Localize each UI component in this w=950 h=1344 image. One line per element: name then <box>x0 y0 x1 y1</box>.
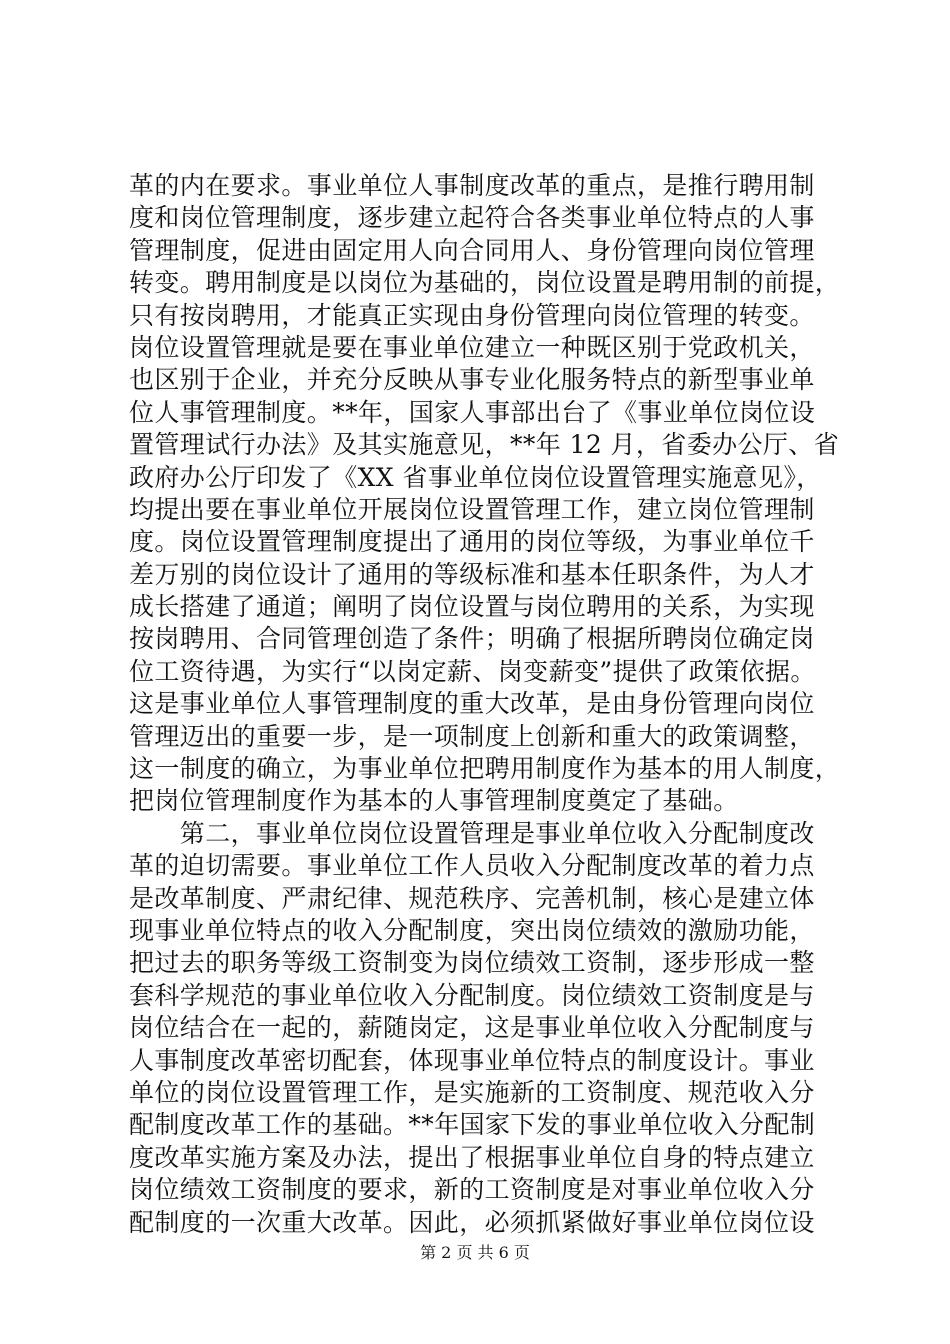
text-line: 人事制度改革密切配套，体现事业单位特点的制度设计。事业 <box>129 1045 815 1075</box>
text-line: 这是事业单位人事管理制度的重大改革，是由身份管理向岗位 <box>129 689 815 719</box>
text-line: 岗位绩效工资制度的要求，新的工资制度是对事业单位收入分 <box>129 1175 815 1205</box>
text-line: 置管理试行办法》及其实施意见，**年 12 月，省委办公厅、省 <box>129 430 840 460</box>
text-line: 管理制度，促进由固定用人向合同用人、身份管理向岗位管理 <box>129 235 815 265</box>
body-text <box>129 170 859 1239</box>
text-line: 配制度改革工作的基础。**年国家下发的事业单位收入分配制 <box>129 1110 816 1140</box>
text-line: 只有按岗聘用，才能真正实现由身份管理向岗位管理的转变。 <box>129 300 815 330</box>
text-line: 管理迈出的重要一步，是一项制度上创新和重大的政策调整， <box>129 721 815 751</box>
text-line: 岗位结合在一起的，薪随岗定，这是事业单位收入分配制度与 <box>129 1013 815 1043</box>
text-line: 岗位设置管理就是要在事业单位建立一种既区别于党政机关， <box>129 332 815 362</box>
text-line: 位工资待遇，为实行“以岗定薪、岗变薪变”提供了政策依据。 <box>129 656 816 686</box>
text-line: 位人事管理制度。**年，国家人事部出台了《事业单位岗位设 <box>129 397 816 427</box>
page-footer <box>0 1243 950 1263</box>
text-line: 差万别的岗位设计了通用的等级标准和基本任职条件，为人才 <box>129 559 815 589</box>
text-line: 度和岗位管理制度，逐步建立起符合各类事业单位特点的人事 <box>129 203 815 233</box>
text-line: 转变。聘用制度是以岗位为基础的，岗位设置是聘用制的前提， <box>129 268 841 298</box>
text-line: 度。岗位设置管理制度提出了通用的岗位等级，为事业单位千 <box>129 527 815 557</box>
text-line: 配制度的一次重大改革。因此，必须抓紧做好事业单位岗位设 <box>129 1207 815 1237</box>
text-line: 这一制度的确立，为事业单位把聘用制度作为基本的用人制度， <box>129 754 841 784</box>
text-line: 革的内在要求。事业单位人事制度改革的重点，是推行聘用制 <box>129 171 815 200</box>
text-line: 革的迫切需要。事业单位工作人员收入分配制度改革的着力点 <box>129 851 815 881</box>
text-line: 是改革制度、严肃纪律、规范秩序、完善机制，核心是建立体 <box>129 883 815 913</box>
text-line: 成长搭建了通道；阐明了岗位设置与岗位聘用的关系，为实现 <box>129 592 815 622</box>
text-line: 套科学规范的事业单位收入分配制度。岗位绩效工资制度是与 <box>129 980 815 1010</box>
text-line: 按岗聘用、合同管理创造了条件；明确了根据所聘岗位确定岗 <box>129 624 815 654</box>
text-line: 把过去的职务等级工资制变为岗位绩效工资制，逐步形成一整 <box>129 948 815 978</box>
text-line: 单位的岗位设置管理工作，是实施新的工资制度、规范收入分 <box>129 1077 815 1107</box>
text-line: 现事业单位特点的收入分配制度，突出岗位绩效的激励功能， <box>129 915 815 945</box>
text-line: 政府办公厅印发了《XX 省事业单位岗位设置管理实施意见》， <box>129 462 822 492</box>
text-line: 度改革实施方案及办法，提出了根据事业单位自身的特点建立 <box>129 1142 815 1172</box>
text-line: 把岗位管理制度作为基本的人事管理制度奠定了基础。 <box>129 786 739 816</box>
text-line: 均提出要在事业单位开展岗位设置管理工作，建立岗位管理制 <box>129 494 815 524</box>
text-line: 第二，事业单位岗位设置管理是事业单位收入分配制度改 <box>129 818 815 848</box>
text-line: 也区别于企业，并充分反映从事专业化服务特点的新型事业单 <box>129 365 815 395</box>
page-number-label: 第 2 页 共 6 页 <box>420 1243 530 1262</box>
